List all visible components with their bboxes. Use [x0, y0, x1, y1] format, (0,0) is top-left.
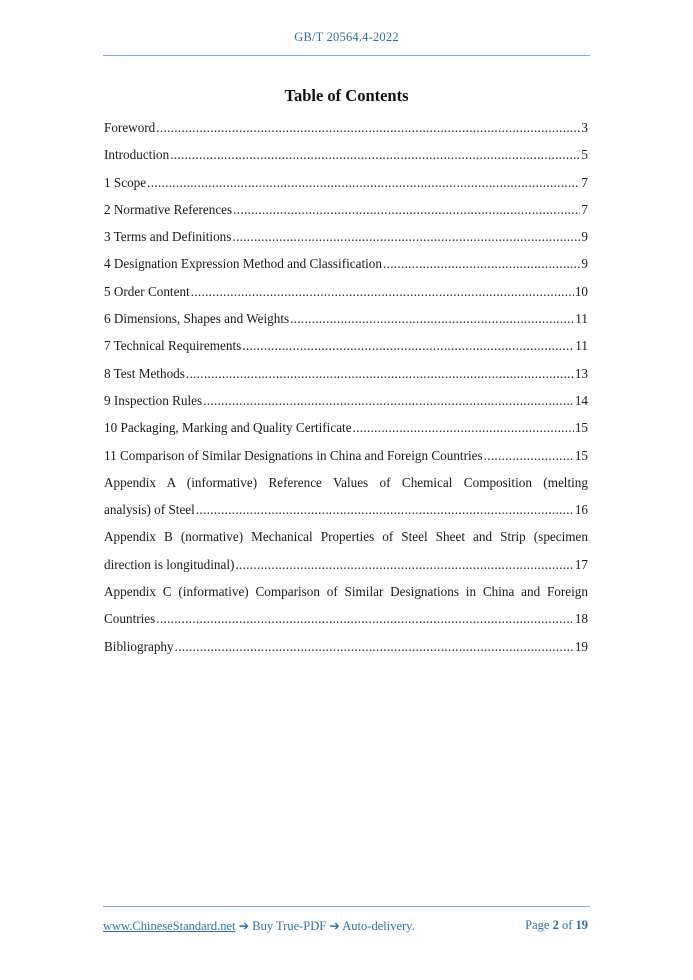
toc-entry-introduction[interactable] [104, 141, 588, 168]
toc-entry-label-line2: Countries [104, 611, 156, 627]
toc-entry-page: 7 [581, 201, 588, 217]
leader-dots [290, 305, 574, 332]
leader-dots [170, 141, 580, 168]
toc-entry-page: 13 [574, 365, 588, 381]
toc-entry-inspection-rules[interactable] [104, 387, 588, 414]
leader-dots [235, 551, 573, 578]
toc-entry-designation-expression[interactable] [104, 250, 588, 277]
toc-entry-line2 [104, 551, 588, 578]
leader-dots [186, 360, 574, 387]
toc-entry-label: 2 Normative References [104, 201, 233, 217]
toc-entry-terms-and-definitions[interactable] [104, 223, 588, 250]
leader-dots [233, 196, 580, 223]
toc-entry-label: 4 Designation Expression Method and Classification [104, 256, 382, 272]
toc-entry-appendix-b[interactable] [104, 523, 588, 578]
toc-entry-label: 1 Scope [104, 174, 147, 190]
auto-delivery-text: Auto-delivery. [342, 919, 415, 933]
toc-entry-label-line2: analysis) of Steel [104, 502, 195, 518]
toc-entry-label-line2: direction is longitudinal) [104, 556, 235, 572]
footer-promo [103, 918, 415, 934]
toc-entry-page: 9 [581, 229, 588, 245]
toc-entry-page: 3 [581, 120, 588, 135]
leader-dots [156, 605, 574, 632]
table-of-contents [104, 114, 588, 660]
toc-entry-page: 17 [574, 556, 588, 572]
toc-entry-label: 11 Comparison of Similar Designations in China and Foreign Countries [104, 447, 483, 463]
toc-entry-comparison-designations[interactable] [104, 442, 588, 469]
toc-entry-label: 10 Packaging, Marking and Quality Certificate [104, 420, 352, 436]
toc-entry-page: 11 [575, 338, 588, 354]
page-indicator [525, 918, 588, 933]
toc-entry-order-content[interactable] [104, 278, 588, 305]
leader-dots [484, 442, 574, 469]
toc-entry-label: 5 Order Content [104, 283, 190, 299]
toc-entry-page: 11 [575, 311, 588, 327]
toc-title: Table of Contents [284, 86, 409, 105]
toc-entry-scope[interactable] [104, 169, 588, 196]
toc-entry-label: Bibliography [104, 638, 174, 654]
site-link[interactable]: www.ChineseStandard.net [103, 919, 236, 933]
toc-entry-technical-requirements[interactable] [104, 332, 588, 359]
toc-entry-page: 19 [574, 638, 588, 654]
standard-code: GB/T 20564.4-2022 [294, 30, 399, 44]
leader-dots [196, 496, 574, 523]
toc-entry-page: 5 [581, 147, 588, 163]
page-current: 2 [552, 918, 559, 932]
toc-entry-dimensions-shapes-weights[interactable] [104, 305, 588, 332]
leader-dots [191, 278, 574, 305]
toc-entry-page: 18 [574, 611, 588, 627]
arrow-right-icon: ➔ [329, 919, 340, 933]
toc-entry-page: 10 [574, 283, 588, 299]
leader-dots [232, 223, 580, 250]
toc-entry-page: 15 [574, 420, 588, 436]
header-divider [103, 55, 590, 56]
toc-entry-packaging-marking[interactable] [104, 414, 588, 441]
toc-entry-foreword[interactable] [104, 114, 588, 141]
buy-pdf-link[interactable]: Buy True-PDF [252, 919, 327, 933]
toc-entry-page: 7 [581, 174, 588, 190]
leader-dots [242, 332, 574, 359]
page-of: of [561, 918, 573, 932]
toc-entry-page: 14 [574, 392, 588, 408]
leader-dots [156, 114, 580, 141]
toc-entry-page: 16 [574, 502, 588, 518]
toc-entry-label-line1: Appendix B (normative) Mechanical Properties of Steel Sheet and Strip (specimen [104, 529, 588, 545]
toc-entry-appendix-a[interactable] [104, 469, 588, 524]
leader-dots [147, 169, 580, 196]
leader-dots [353, 414, 574, 441]
running-header [103, 30, 590, 45]
toc-entry-page: 9 [581, 256, 588, 272]
toc-entry-bibliography[interactable] [104, 633, 588, 660]
leader-dots [383, 250, 580, 277]
toc-entry-label-line1: Appendix A (informative) Reference Values of Chemical Composition (melting [104, 474, 588, 490]
page-total: 19 [575, 918, 588, 932]
toc-entry-label: 6 Dimensions, Shapes and Weights [104, 311, 290, 327]
toc-entry-label: 3 Terms and Definitions [104, 229, 232, 245]
toc-entry-label: 7 Technical Requirements [104, 338, 242, 354]
leader-dots [175, 633, 574, 660]
toc-entry-line2 [104, 605, 588, 632]
footer-divider [103, 906, 590, 907]
toc-entry-line2 [104, 496, 588, 523]
toc-entry-label: 8 Test Methods [104, 365, 185, 381]
toc-entry-label: Introduction [104, 147, 170, 163]
toc-entry-label-line1: Appendix C (informative) Comparison of Similar Designations in China and Foreign [104, 584, 588, 600]
page-prefix: Page [525, 918, 550, 932]
toc-entry-page: 15 [574, 447, 588, 463]
toc-entry-test-methods[interactable] [104, 360, 588, 387]
leader-dots [203, 387, 574, 414]
arrow-right-icon: ➔ [238, 919, 250, 933]
toc-entry-normative-references[interactable] [104, 196, 588, 223]
toc-entry-label: Foreword [104, 120, 156, 135]
toc-entry-label: 9 Inspection Rules [104, 392, 203, 408]
toc-entry-appendix-c[interactable] [104, 578, 588, 633]
